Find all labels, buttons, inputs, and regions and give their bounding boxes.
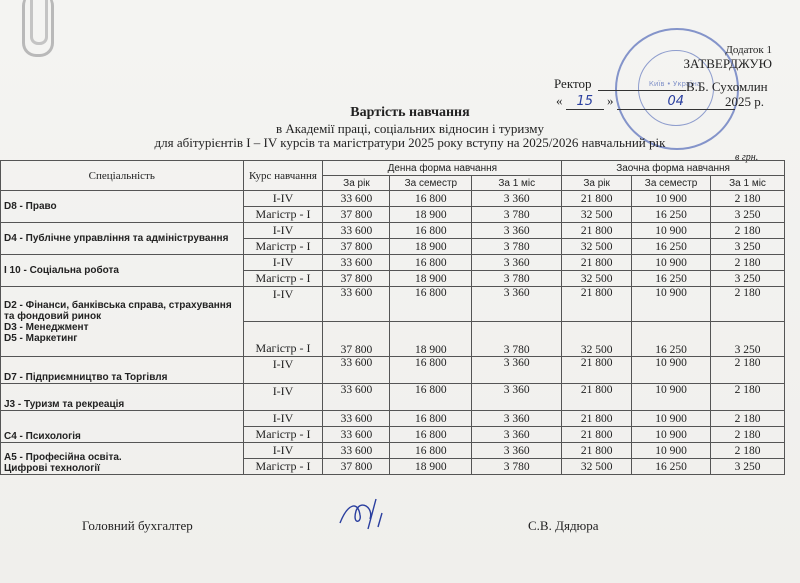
course-cell: I-IV <box>243 287 323 322</box>
course-cell: I-IV <box>243 223 323 239</box>
extramural-price-cell: 10 900 <box>632 223 711 239</box>
extramural-price-cell: 3 250 <box>711 271 785 287</box>
extramural-price-cell: 10 900 <box>632 411 711 427</box>
day-price-cell: 37 800 <box>323 239 390 255</box>
course-cell: Магістр - I <box>243 207 323 223</box>
course-cell: I-IV <box>243 191 323 207</box>
extramural-price-cell: 21 800 <box>562 191 632 207</box>
day-price-cell: 37 800 <box>323 459 390 475</box>
header-day-year: За рік <box>323 176 390 191</box>
day-price-cell: 16 800 <box>390 255 472 271</box>
header-course: Курс навчання <box>243 161 323 191</box>
table-row <box>1 287 785 322</box>
approval-year: 2025 р. <box>725 94 764 109</box>
extramural-price-cell: 10 900 <box>632 357 711 384</box>
course-cell: Магістр - I <box>243 271 323 287</box>
course-cell: Магістр - I <box>243 322 323 357</box>
day-price-cell: 3 360 <box>472 443 562 459</box>
day-price-cell: 33 600 <box>323 384 390 411</box>
chief-accountant-name: С.В. Дядюра <box>528 518 599 533</box>
extramural-price-cell: 2 180 <box>711 287 785 322</box>
date-day: 15 <box>566 94 604 110</box>
day-price-cell: 3 780 <box>472 207 562 223</box>
day-price-cell: 16 800 <box>390 443 472 459</box>
day-price-cell: 16 800 <box>390 191 472 207</box>
extramural-price-cell: 2 180 <box>711 411 785 427</box>
extramural-price-cell: 2 180 <box>711 255 785 271</box>
date-month: 04 <box>617 94 735 110</box>
extramural-price-cell: 10 900 <box>632 191 711 207</box>
day-price-cell: 3 360 <box>472 427 562 443</box>
course-cell: Магістр - I <box>243 459 323 475</box>
course-cell: I-IV <box>243 384 323 411</box>
extramural-price-cell: 2 180 <box>711 443 785 459</box>
approval-block <box>684 43 772 71</box>
extramural-price-cell: 2 180 <box>711 357 785 384</box>
date-close-quote: » <box>607 93 614 108</box>
header-day-form: Денна форма навчання <box>323 161 562 176</box>
day-price-cell: 3 360 <box>472 191 562 207</box>
day-price-cell: 16 800 <box>390 287 472 322</box>
chief-accountant-label: Головний бухгалтер <box>82 518 193 533</box>
signature-line <box>598 90 686 91</box>
extramural-price-cell: 32 500 <box>562 239 632 255</box>
header-day-month: За 1 міс <box>472 176 562 191</box>
page-subtitle-2: для абітурієнтів І – ІV курсів та магістратури 2025 року вступу на 2025/2026 навчальний рік <box>154 135 666 150</box>
extramural-price-cell: 16 250 <box>632 459 711 475</box>
table-row <box>1 191 785 207</box>
extramural-price-cell: 16 250 <box>632 239 711 255</box>
extramural-price-cell: 16 250 <box>632 271 711 287</box>
header-ext-year: За рік <box>562 176 632 191</box>
course-cell: I-IV <box>243 411 323 427</box>
extramural-price-cell: 16 250 <box>632 207 711 223</box>
extramural-price-cell: 21 800 <box>562 427 632 443</box>
day-price-cell: 3 780 <box>472 322 562 357</box>
specialty-cell: A5 - Професійна освіта. Цифрові технології <box>1 443 244 475</box>
day-price-cell: 3 360 <box>472 287 562 322</box>
extramural-price-cell: 21 800 <box>562 357 632 384</box>
extramural-price-cell: 21 800 <box>562 384 632 411</box>
extramural-price-cell: 21 800 <box>562 255 632 271</box>
day-price-cell: 18 900 <box>390 322 472 357</box>
day-price-cell: 33 600 <box>323 191 390 207</box>
day-price-cell: 18 900 <box>390 207 472 223</box>
extramural-price-cell: 10 900 <box>632 384 711 411</box>
extramural-price-cell: 10 900 <box>632 287 711 322</box>
day-price-cell: 33 600 <box>323 443 390 459</box>
signature <box>330 493 410 533</box>
day-price-cell: 3 780 <box>472 271 562 287</box>
day-price-cell: 37 800 <box>323 207 390 223</box>
extramural-price-cell: 32 500 <box>562 271 632 287</box>
day-price-cell: 16 800 <box>390 223 472 239</box>
course-cell: I-IV <box>243 443 323 459</box>
extramural-price-cell: 16 250 <box>632 322 711 357</box>
course-cell: Магістр - I <box>243 239 323 255</box>
day-price-cell: 16 800 <box>390 357 472 384</box>
day-price-cell: 33 600 <box>323 223 390 239</box>
extramural-price-cell: 3 250 <box>711 459 785 475</box>
extramural-price-cell: 10 900 <box>632 427 711 443</box>
day-price-cell: 33 600 <box>323 427 390 443</box>
header-ext-month: За 1 міс <box>711 176 785 191</box>
rector-label: Ректор <box>554 76 592 91</box>
extramural-price-cell: 21 800 <box>562 223 632 239</box>
page-subtitle: в Академії праці, соціальних відносин і туризму <box>276 121 544 136</box>
specialty-cell: I 10 - Соціальна робота <box>1 255 244 287</box>
day-price-cell: 37 800 <box>323 322 390 357</box>
header-day-semester: За семестр <box>390 176 472 191</box>
day-price-cell: 33 600 <box>323 287 390 322</box>
table-row <box>1 357 785 384</box>
extramural-price-cell: 21 800 <box>562 287 632 322</box>
header-specialty: Спеціальність <box>1 161 244 191</box>
extramural-price-cell: 3 250 <box>711 239 785 255</box>
extramural-price-cell: 32 500 <box>562 207 632 223</box>
extramural-price-cell: 10 900 <box>632 255 711 271</box>
appendix-label: Додаток 1 <box>725 44 772 56</box>
day-price-cell: 18 900 <box>390 239 472 255</box>
table-row <box>1 384 785 411</box>
day-price-cell: 3 360 <box>472 384 562 411</box>
currency-unit: в грн. <box>735 152 759 163</box>
course-cell: I-IV <box>243 357 323 384</box>
specialty-cell: C4 - Психологія <box>1 411 244 443</box>
page-title: Вартість навчання <box>350 105 470 120</box>
extramural-price-cell: 2 180 <box>711 191 785 207</box>
specialty-cell: D4 - Публічне управління та адміністрування <box>1 223 244 255</box>
table-body <box>1 191 785 475</box>
approve-label: ЗАТВЕРДЖУЮ <box>683 56 772 71</box>
rector-name: В.Б. Сухомлин <box>686 79 768 94</box>
day-price-cell: 3 780 <box>472 239 562 255</box>
table-row <box>1 223 785 239</box>
day-price-cell: 37 800 <box>323 271 390 287</box>
day-price-cell: 3 780 <box>472 459 562 475</box>
day-price-cell: 33 600 <box>323 357 390 384</box>
day-price-cell: 3 360 <box>472 255 562 271</box>
day-price-cell: 18 900 <box>390 459 472 475</box>
specialty-cell: J3 - Туризм та рекреація <box>1 384 244 411</box>
specialty-cell: D2 - Фінанси, банківська справа, страхування та фондовий ринок D3 - Менеджмент D5 - Маркетинг <box>1 287 244 357</box>
day-price-cell: 18 900 <box>390 271 472 287</box>
extramural-price-cell: 2 180 <box>711 223 785 239</box>
day-price-cell: 3 360 <box>472 223 562 239</box>
specialty-cell: D8 - Право <box>1 191 244 223</box>
extramural-price-cell: 2 180 <box>711 427 785 443</box>
extramural-price-cell: 3 250 <box>711 207 785 223</box>
paper-clip-inner <box>30 0 48 45</box>
day-price-cell: 16 800 <box>390 411 472 427</box>
header-extramural-form: Заочна форма навчання <box>562 161 785 176</box>
day-price-cell: 33 600 <box>323 255 390 271</box>
header-ext-semester: За семестр <box>632 176 711 191</box>
day-price-cell: 3 360 <box>472 411 562 427</box>
table-row <box>1 443 785 459</box>
date-open-quote: « <box>556 93 563 108</box>
specialty-cell: D7 - Підприємництво та Торгівля <box>1 357 244 384</box>
tuition-table <box>0 160 785 475</box>
table-row <box>1 255 785 271</box>
course-cell: I-IV <box>243 255 323 271</box>
extramural-price-cell: 2 180 <box>711 384 785 411</box>
extramural-price-cell: 32 500 <box>562 322 632 357</box>
day-price-cell: 16 800 <box>390 384 472 411</box>
course-cell: Магістр - I <box>243 427 323 443</box>
day-price-cell: 33 600 <box>323 411 390 427</box>
day-price-cell: 3 360 <box>472 357 562 384</box>
extramural-price-cell: 21 800 <box>562 411 632 427</box>
extramural-price-cell: 10 900 <box>632 443 711 459</box>
day-price-cell: 16 800 <box>390 427 472 443</box>
extramural-price-cell: 3 250 <box>711 322 785 357</box>
extramural-price-cell: 21 800 <box>562 443 632 459</box>
stamp-text: Київ • Україна <box>648 80 702 88</box>
table-row <box>1 411 785 427</box>
extramural-price-cell: 32 500 <box>562 459 632 475</box>
